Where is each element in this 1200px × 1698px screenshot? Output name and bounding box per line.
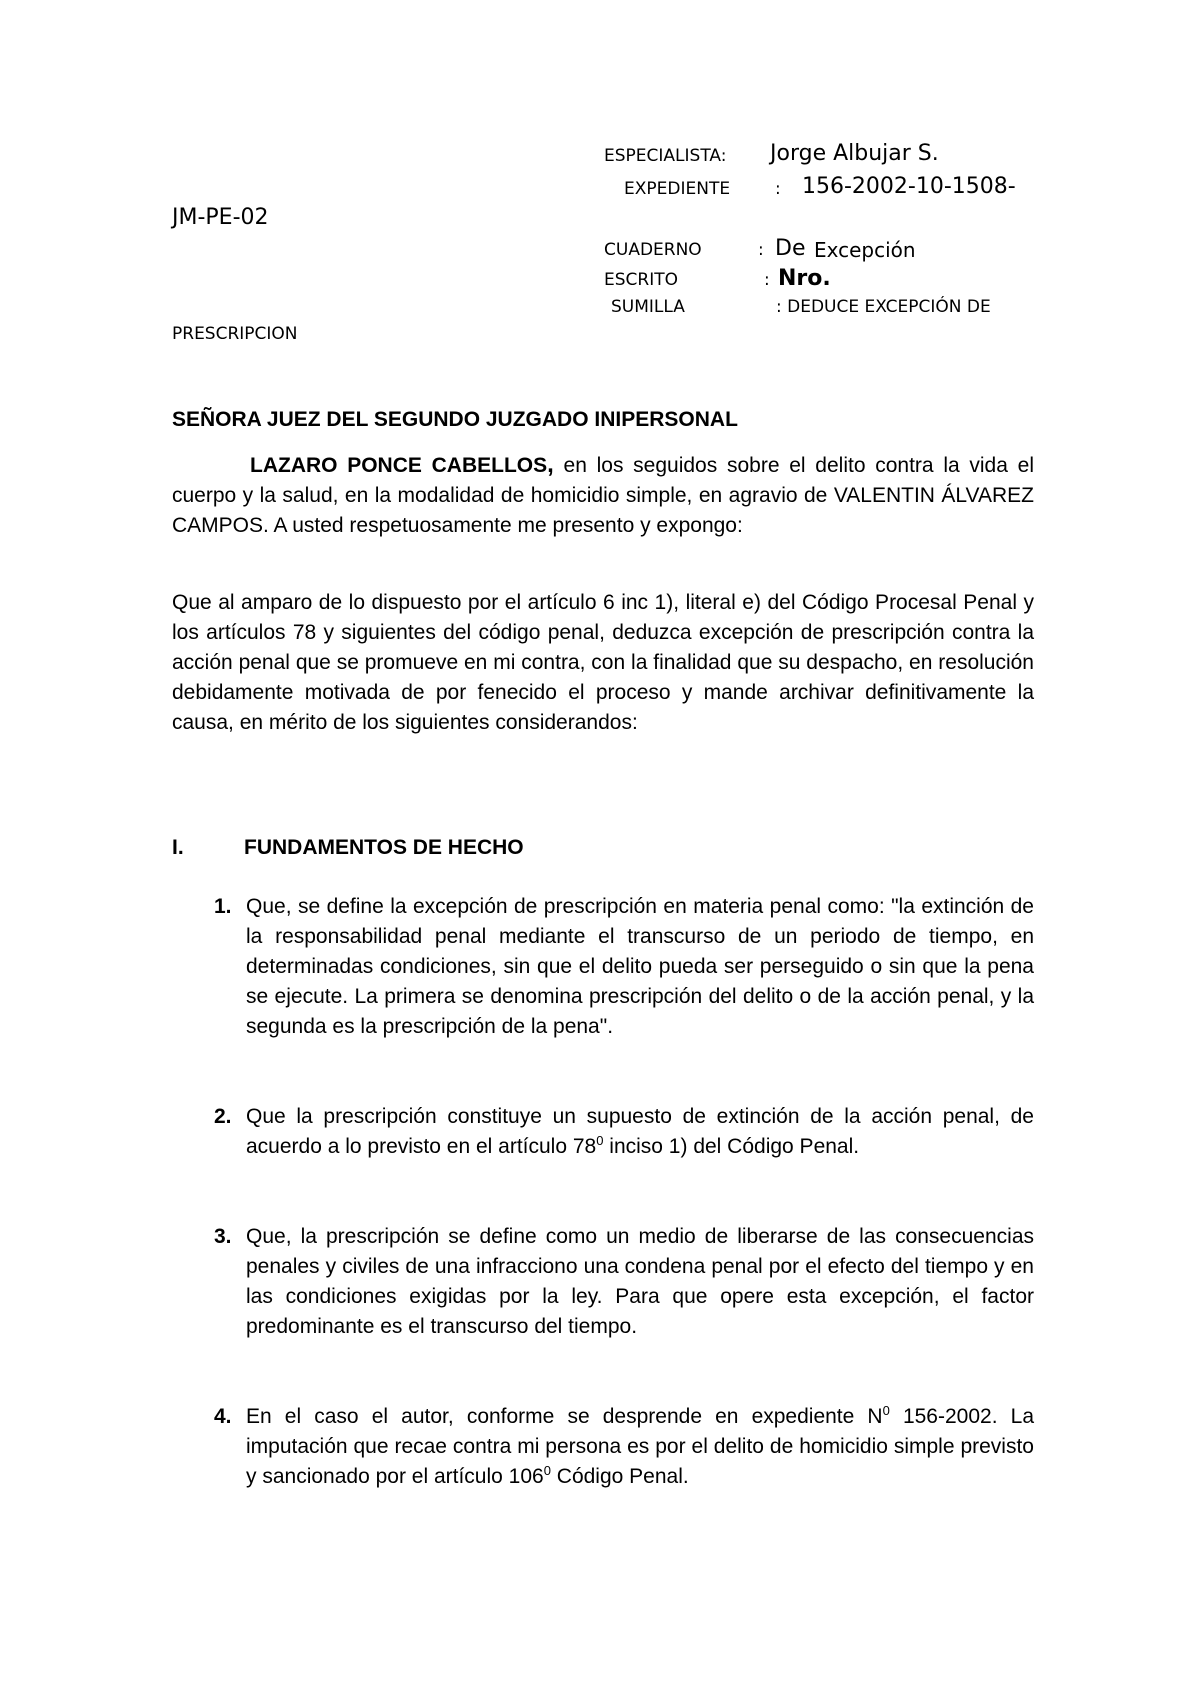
expediente-separator: :	[775, 179, 781, 199]
cuaderno-separator: :	[758, 240, 764, 260]
list-item	[214, 892, 1034, 1042]
list-item	[214, 1222, 1034, 1342]
list-item	[214, 1402, 1034, 1492]
petitioner-name: LAZARO PONCE CABELLOS	[250, 454, 548, 477]
list-item-text-part: Que la prescripción constituye un supuesto de extinción de la acción penal, de acuerdo a lo previsto en el artículo 78	[246, 1105, 1034, 1158]
intro-text: en los seguidos sobre el delito contra la vida el cuerpo y la salud, en la modalidad de homicidio simple, en agravio de VALENTIN ÁLVAREZ CAMPOS. A usted respetuosamente me presento y expongo:	[172, 454, 1034, 537]
section-title: FUNDAMENTOS DE HECHO	[244, 836, 524, 859]
list-item-text	[246, 1102, 1034, 1162]
especialista-label: ESPECIALISTA:	[604, 146, 727, 166]
list-item-text-part: 156-2002. La imputación que recae contra mi persona es por el delito de homicidio simple previsto y sancionado por el artículo 106	[246, 1405, 1034, 1488]
superscript: 0	[543, 1463, 551, 1478]
list-item	[214, 1102, 1034, 1162]
intro-paragraph	[172, 450, 1034, 541]
list-item-text	[246, 1402, 1034, 1492]
escrito-separator: :	[764, 270, 770, 290]
sumilla-label: SUMILLA	[611, 297, 685, 317]
expediente-label: EXPEDIENTE	[624, 179, 731, 199]
list-item-text-part: Código Penal.	[550, 1465, 689, 1488]
list-item-text: Que, se define la excepción de prescripción en materia penal como: "la extinción de la responsabilidad penal mediante el transcurso de un periodo de tiempo, en determinadas condiciones, sin que el delito pueda ser perseguido o sin que la pena se ejecute. La primera se denomina prescripción del delito o de la acción penal, y la segunda es la prescripción de la pena".	[246, 895, 1034, 1038]
list-item-text-part: En el caso el autor, conforme se desprende en expediente N	[246, 1405, 883, 1428]
addressee-heading: SEÑORA JUEZ DEL SEGUNDO JUZGADO INIPERSONAL	[172, 408, 738, 431]
list-item-number: 3.	[214, 1225, 232, 1248]
section-number: I.	[172, 836, 184, 859]
list-item-number: 4.	[214, 1405, 232, 1428]
especialista-value: Jorge Albujar S.	[770, 141, 939, 166]
section-heading	[172, 836, 772, 866]
sumilla-continuation: PRESCRIPCION	[172, 324, 298, 344]
petitioner-comma: ,	[547, 451, 554, 478]
sumilla-value: : DEDUCE EXCEPCIÓN DE	[776, 297, 991, 317]
list-item-text-part: inciso 1) del Código Penal.	[603, 1135, 860, 1158]
list-item-text: Que, la prescripción se define como un medio de liberarse de las consecuencias penales y civiles de una infracciono una condena penal por el efecto del tiempo y en las condiciones exigidas por la ley. Para que opere esta excepción, el factor predominante es el transcurso del tiempo.	[246, 1225, 1034, 1338]
cuaderno-label: CUADERNO	[604, 240, 702, 260]
expediente-continuation: JM-PE-02	[172, 205, 269, 230]
cuaderno-value: Excepción	[814, 238, 916, 262]
cuaderno-de: De	[775, 236, 806, 261]
list-item-number: 1.	[214, 895, 232, 918]
list-item-number: 2.	[214, 1105, 232, 1128]
expediente-value: 156-2002-10-1508-	[802, 174, 1016, 199]
petition-paragraph: Que al amparo de lo dispuesto por el artículo 6 inc 1), literal e) del Código Procesal Penal y los artículos 78 y siguientes del código penal, deduzca excepción de prescripción contra la acción penal que se promueve en mi contra, con la finalidad que su despacho, en resolución debidamente motivada de por fenecido el proceso y mande archivar definitivamente la causa, en mérito de los siguientes considerandos:	[172, 591, 1034, 734]
superscript: 0	[596, 1133, 604, 1148]
superscript: 0	[882, 1403, 890, 1418]
escrito-value: Nro.	[778, 266, 831, 291]
escrito-label: ESCRITO	[604, 270, 678, 290]
